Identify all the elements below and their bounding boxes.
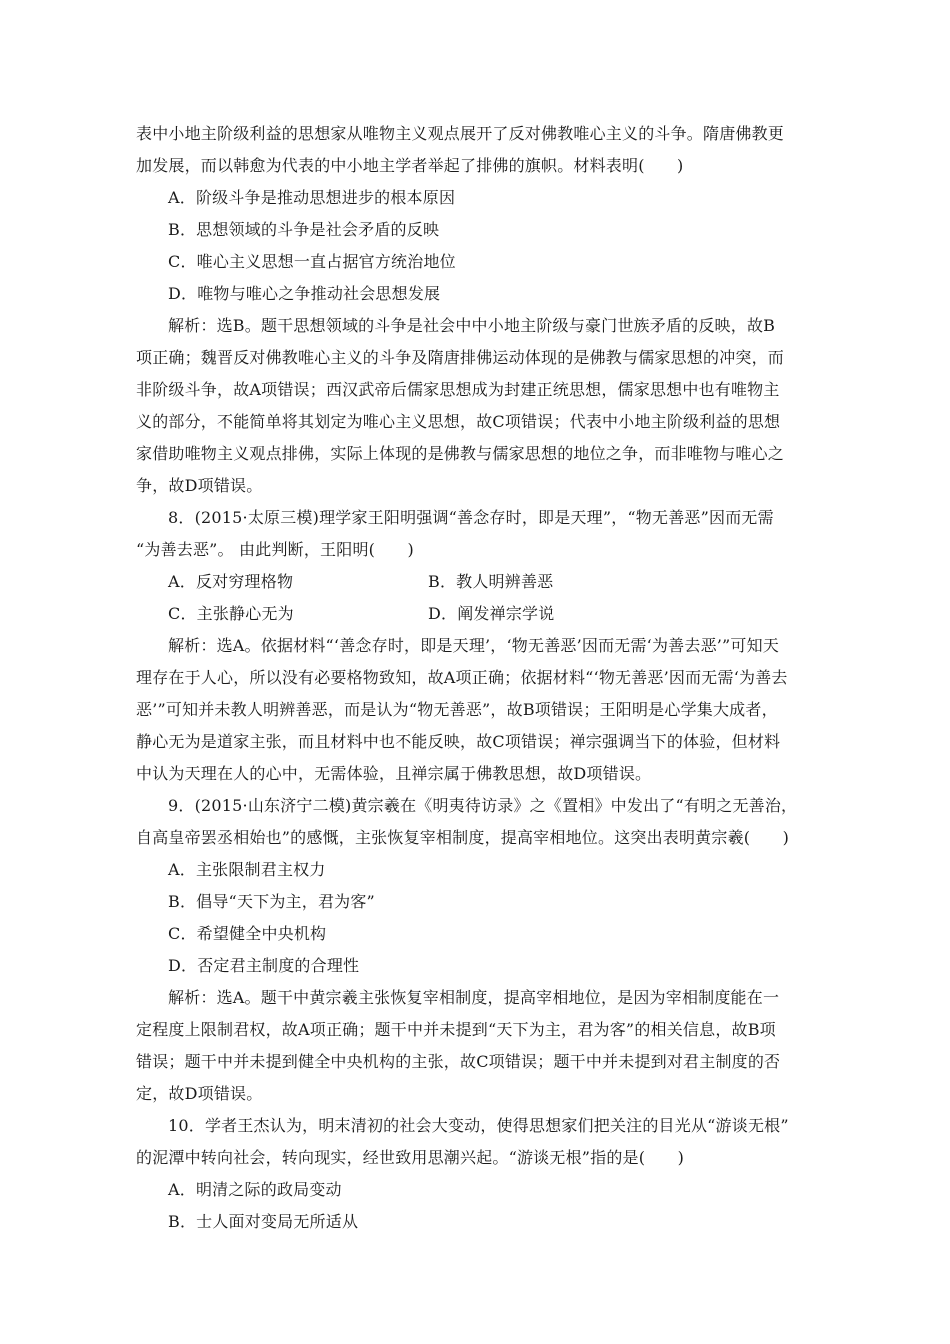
q8-option-a: A．反对穷理格物 (168, 572, 294, 591)
q9-option-c: C．希望健全中央机构 (168, 924, 327, 943)
q7-option-c: C．唯心主义思想一直占据官方统治地位 (168, 252, 456, 271)
q8-analysis-line-4: 静心无为是道家主张，而且材料中也不能反映，故C项错误；禅宗强调当下的体验，但材料 (136, 732, 781, 751)
q9-option-d: D．否定君主制度的合理性 (168, 956, 360, 975)
q7-option-b: B．思想领域的斗争是社会矛盾的反映 (168, 220, 440, 239)
q8-stem-line-1: 8．(2015·太原三模)理学家王阳明强调“善念存时，即是天理”，“物无善恶”因而无需 (168, 508, 774, 527)
q10-stem-line-1: 10．学者王杰认为，明末清初的社会大变动，使得思想家们把关注的目光从“游谈无根” (168, 1116, 789, 1135)
q9-analysis-line-1: 解析：选A。题干中黄宗羲主张恢复宰相制度，提高宰相地位，是因为宰相制度能在一 (168, 988, 780, 1007)
q9-analysis-line-2: 定程度上限制君权，故A项正确；题干中并未提到“天下为主，君为客”的相关信息，故B项 (136, 1020, 776, 1039)
q7-stem-line-1: 表中小地主阶级利益的思想家从唯物主义观点展开了反对佛教唯心主义的斗争。隋唐佛教更 (136, 124, 785, 143)
q8-option-c: C．主张静心无为 (168, 604, 294, 623)
q10-stem-line-2: 的泥潭中转向社会，转向现实，经世致用思潮兴起。“游谈无根”指的是( ) (136, 1148, 685, 1167)
q9-option-a: A．主张限制君主权力 (168, 860, 326, 879)
q9-analysis-line-4: 定，故D项错误。 (136, 1084, 263, 1103)
q7-analysis-line-1: 解析：选B。题干思想领域的斗争是社会中中小地主阶级与豪门世族矛盾的反映，故B (168, 316, 776, 335)
q7-analysis-line-3: 非阶级斗争，故A项错误；西汉武帝后儒家思想成为封建正统思想，儒家思想中也有唯物主 (136, 380, 780, 399)
q9-option-b: B．倡导“天下为主，君为客” (168, 892, 375, 911)
q10-option-b: B．士人面对变局无所适从 (168, 1212, 359, 1231)
q8-analysis-line-2: 理存在于人心，所以没有必要格物致知，故A项正确；依据材料“‘物无善恶’因而无需‘为善去 (136, 668, 788, 687)
q8-analysis-line-3: 恶’”可知并未教人明辨善恶，而是认为“物无善恶”，故B项错误；王阳明是心学集大成者， (136, 700, 778, 719)
q8-analysis-line-1: 解析：选A。依据材料“‘善念存时，即是天理’，‘物无善恶’因而无需‘为善去恶’”可知天 (168, 636, 780, 655)
q7-analysis-line-5: 家借助唯物主义观点排佛，实际上体现的是佛教与儒家思想的地位之争，而非唯物与唯心之 (136, 444, 785, 463)
q8-analysis-line-5: 中认为天理在人的心中，无需体验，且禅宗属于佛教思想，故D项错误。 (136, 764, 652, 783)
q8-option-b: B．教人明辨善恶 (428, 572, 554, 591)
q8-stem-line-2: “为善去恶”。 由此判断，王阳明( ) (136, 540, 414, 559)
q10-option-a: A．明清之际的政局变动 (168, 1180, 342, 1199)
q7-option-a: A．阶级斗争是推动思想进步的根本原因 (168, 188, 456, 207)
q7-option-d: D．唯物与唯心之争推动社会思想发展 (168, 284, 441, 303)
q9-stem-line-2: 自高皇帝罢丞相始也”的感慨，主张恢复宰相制度，提高宰相地位。这突出表明黄宗羲( ) (136, 828, 790, 847)
q8-option-d: D．阐发禅宗学说 (428, 604, 555, 623)
q7-analysis-line-2: 项正确；魏晋反对佛教唯心主义的斗争及隋唐排佛运动体现的是佛教与儒家思想的冲突，而 (136, 348, 785, 367)
q9-analysis-line-3: 错误；题干中并未提到健全中央机构的主张，故C项错误；题干中并未提到对君主制度的否 (136, 1052, 781, 1071)
q7-stem-line-2: 加发展，而以韩愈为代表的中小地主学者举起了排佛的旗帜。材料表明( ) (136, 156, 684, 175)
q7-analysis-line-4: 义的部分，不能简单将其划定为唯心主义思想，故C项错误；代表中小地主阶级利益的思想 (136, 412, 781, 431)
q7-analysis-line-6: 争，故D项错误。 (136, 476, 263, 495)
q9-stem-line-1: 9．(2015·山东济宁二模)黄宗羲在《明夷待访录》之《置相》中发出了“有明之无善治， (168, 796, 798, 815)
